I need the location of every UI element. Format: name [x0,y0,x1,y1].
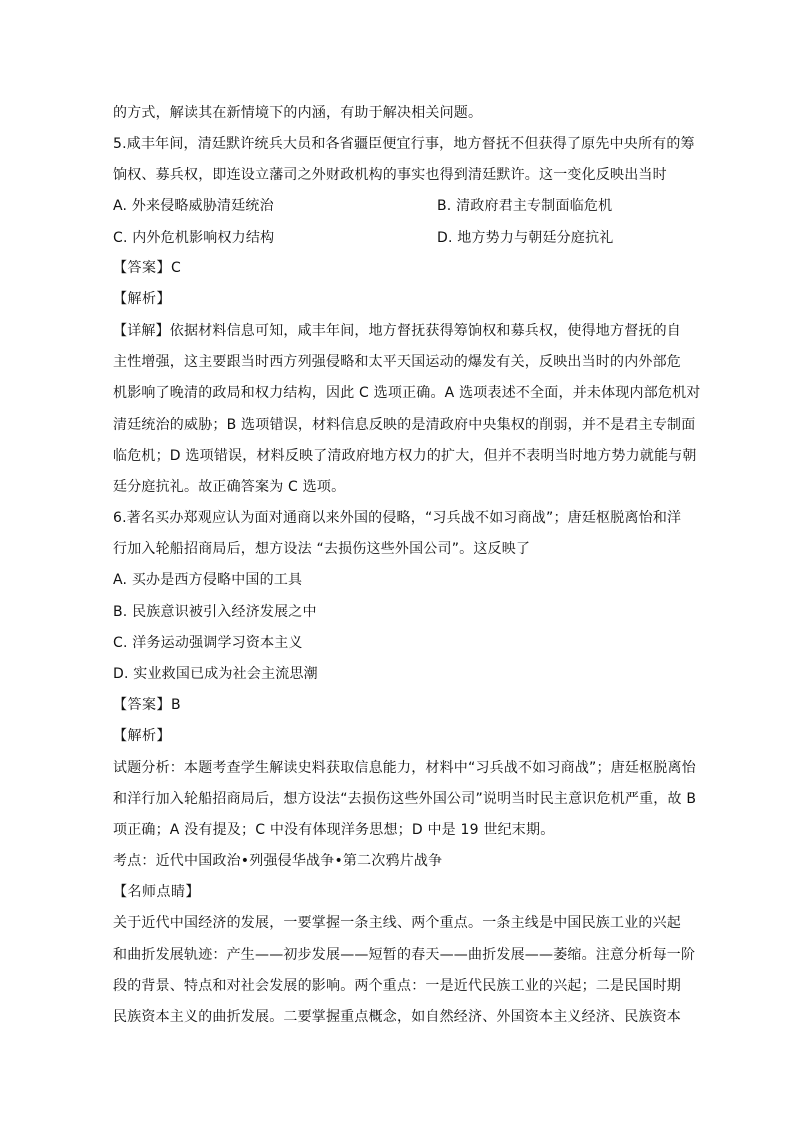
option-d: D. 地方势力与朝廷分庭抗礼 [437,230,614,246]
explanation-line: 项正确；A 没有提及；C 中没有体现洋务思想；D 中是 19 世纪末期。 [113,822,555,838]
knowledge-point: 考点：近代中国政治•列强侵华战争•第二次鸦片战争 [113,853,443,869]
explanation-line: 机影响了晚清的政局和权力结构，因此 C 选项正确。A 选项表述不全面，并未体现内部危机对 [113,385,701,401]
explanation-line: 试题分析：本题考查学生解读史料获取信息能力，材料中“习兵战不如习商战”；唐廷枢脱离怡 [113,760,696,776]
question-5-stem: 饷权、募兵权，即连设立藩司之外财政机构的事实也得到清廷默许。这一变化反映出当时 [113,167,667,183]
option-a: A. 外来侵略威胁清廷统治 [113,198,274,214]
text-line: 的方式，解读其在新情境下的内涵，有助于解决相关问题。 [113,105,483,121]
teacher-tip-label: 【名师点睛】 [113,884,200,900]
analysis-label: 【解析】 [113,728,171,744]
option-a: A. 买办是西方侵略中国的工具 [113,572,303,588]
question-6-stem: 行加入轮船招商局后，想方设法 “去损伤这些外国公司”。这反映了 [113,541,531,557]
explanation-line: 临危机；D 选项错误，材料反映了清政府地方权力的扩大，但并不表明当时地方势力就能与朝 [113,448,697,464]
option-c: C. 洋务运动强调学习资本主义 [113,635,303,651]
explanation-line: 廷分庭抗礼。故正确答案为 C 选项。 [113,479,346,495]
explanation-line: 和洋行加入轮船招商局后，想方设法“去损伤这些外国公司”说明当时民主意识危机严重，故 B [113,791,697,807]
tip-line: 段的背景、特点和对社会发展的影响。两个重点：一是近代民族工业的兴起；二是民国时期 [113,978,681,994]
explanation-line: 【详解】依据材料信息可知，咸丰年间，地方督抚获得筹饷权和募兵权，使得地方督抚的自 [113,323,681,339]
option-d: D. 实业救国已成为社会主流思潮 [113,666,318,682]
answer-label: 【答案】C [113,260,182,276]
option-b: B. 民族意识被引入经济发展之中 [113,604,317,620]
option-c: C. 内外危机影响权力结构 [113,230,275,246]
analysis-label: 【解析】 [113,291,171,307]
option-b: B. 清政府君主专制面临危机 [437,198,613,214]
explanation-line: 主性增强，这主要跟当时西方列强侵略和太平天国运动的爆发有关，反映出当时的内外部危 [113,354,681,370]
answer-label: 【答案】B [113,697,182,713]
question-5-stem: 5.咸丰年间，清廷默许统兵大员和各省疆臣便宜行事，地方督抚不但获得了原先中央所有的筹 [113,136,695,152]
tip-line: 和曲折发展轨迹：产生——初步发展——短暂的春天——曲折发展——萎缩。注意分析每一阶 [113,947,696,963]
question-6-stem: 6.著名买办郑观应认为面对通商以来外国的侵略，“习兵战不如习商战”；唐廷枢脱离怡和洋 [113,510,682,526]
tip-line: 关于近代中国经济的发展，一要掌握一条主线、两个重点。一条主线是中国民族工业的兴起 [113,915,681,931]
tip-line: 民族资本主义的曲折发展。二要掌握重点概念，如自然经济、外国资本主义经济、民族资本 [113,1009,681,1025]
explanation-line: 清廷统治的威胁；B 选项错误，材料信息反映的是清政府中央集权的削弱，并不是君主专制面 [113,417,696,433]
